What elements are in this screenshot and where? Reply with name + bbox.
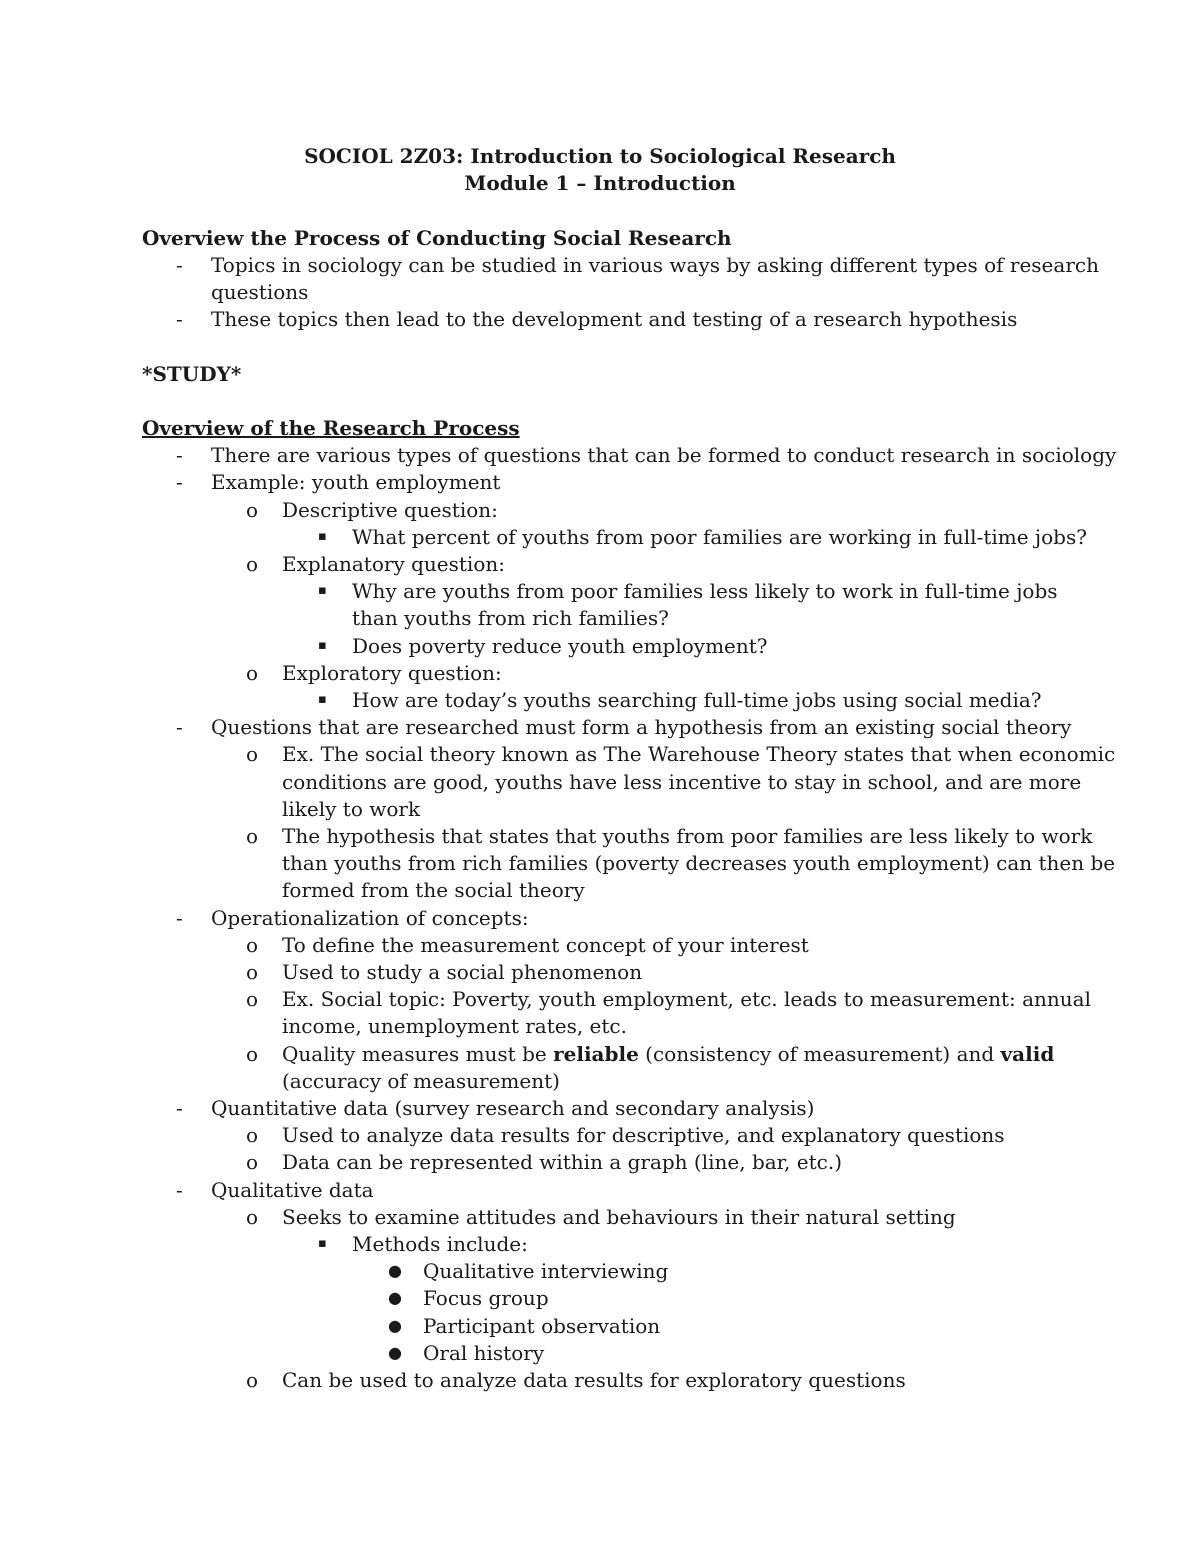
circle-marker: o bbox=[246, 932, 259, 957]
list-item-continuation bbox=[0, 1067, 1200, 1095]
list-item bbox=[0, 904, 1200, 932]
list-item-text: Example: youth employment bbox=[211, 470, 501, 495]
blank-line bbox=[0, 332, 1200, 360]
list-item-text: Methods include: bbox=[352, 1232, 528, 1256]
dash-marker: - bbox=[176, 1177, 183, 1202]
circle-marker: o bbox=[246, 552, 259, 576]
list-item-text: Exploratory question: bbox=[282, 660, 502, 685]
bullet-marker: ● bbox=[388, 1261, 402, 1281]
list-item-text: Operationalization of concepts: bbox=[211, 905, 529, 930]
list-item bbox=[0, 659, 1200, 687]
list-item-text: Qualitative interviewing bbox=[423, 1259, 669, 1284]
circle-marker: o bbox=[246, 660, 259, 685]
list-item-text: Explanatory question: bbox=[282, 552, 505, 576]
list-item-text: likely to work bbox=[282, 796, 421, 821]
list-item bbox=[0, 686, 1200, 714]
list-item-text: formed from the social theory bbox=[282, 878, 585, 903]
list-item-text bbox=[282, 1040, 1054, 1068]
dash-marker: - bbox=[176, 905, 183, 930]
list-item bbox=[0, 1366, 1200, 1394]
list-item bbox=[0, 1203, 1200, 1231]
list-item-text: How are today’s youths searching full-time jobs using social media? bbox=[352, 688, 1042, 712]
list-item bbox=[0, 1094, 1200, 1122]
square-marker: ▪ bbox=[318, 637, 327, 653]
circle-marker: o bbox=[246, 1123, 259, 1148]
list-item-text: The hypothesis that states that youths from poor families are less likely to work bbox=[282, 824, 1093, 848]
list-item bbox=[0, 1040, 1200, 1068]
dash-marker: - bbox=[176, 715, 183, 740]
list-item bbox=[0, 468, 1200, 496]
list-item bbox=[0, 1284, 1200, 1312]
list-item bbox=[0, 632, 1200, 660]
list-item-text: Can be used to analyze data results for exploratory questions bbox=[282, 1368, 906, 1392]
bold-term: reliable bbox=[553, 1041, 639, 1066]
list-item-continuation bbox=[0, 768, 1200, 796]
list-item bbox=[0, 985, 1200, 1013]
section-heading bbox=[0, 414, 1200, 442]
circle-marker: o bbox=[246, 824, 259, 848]
dash-marker: - bbox=[176, 443, 183, 468]
square-marker: ▪ bbox=[318, 528, 327, 544]
list-item bbox=[0, 496, 1200, 524]
square-marker: ▪ bbox=[318, 692, 327, 707]
list-item-text: Used to analyze data results for descriptive, and explanatory questions bbox=[282, 1123, 1005, 1148]
list-item bbox=[0, 441, 1200, 469]
list-item-text: (accuracy of measurement) bbox=[282, 1068, 560, 1093]
list-item bbox=[0, 1230, 1200, 1258]
list-item bbox=[0, 305, 1200, 333]
list-item bbox=[0, 1257, 1200, 1285]
list-item-continuation bbox=[0, 876, 1200, 904]
list-item-text: These topics then lead to the development and testing of a research hypothesis bbox=[211, 307, 1018, 332]
list-item-text: income, unemployment rates, etc. bbox=[282, 1014, 627, 1039]
bullet-marker: ● bbox=[388, 1288, 402, 1308]
document-subtitle: Module 1 – Introduction bbox=[464, 171, 736, 196]
list-item-text: Does poverty reduce youth employment? bbox=[352, 633, 768, 658]
section-heading-text: *STUDY* bbox=[142, 361, 242, 386]
dash-marker: - bbox=[176, 307, 183, 332]
list-item-text: than youths from rich families? bbox=[352, 606, 669, 631]
circle-marker: o bbox=[246, 742, 259, 767]
circle-marker: o bbox=[246, 497, 259, 522]
list-item-text: Seeks to examine attitudes and behaviours in their natural setting bbox=[282, 1204, 956, 1229]
list-item bbox=[0, 1121, 1200, 1149]
square-marker: ▪ bbox=[318, 1236, 327, 1251]
list-item-text: Focus group bbox=[423, 1286, 549, 1311]
list-item-text: There are various types of questions that can be formed to conduct research in sociology bbox=[211, 443, 1117, 468]
list-item-text: Data can be represented within a graph (line, bar, etc.) bbox=[282, 1150, 842, 1175]
list-item-continuation bbox=[0, 849, 1200, 877]
list-item-text: Questions that are researched must form a hypothesis from an existing social theory bbox=[211, 715, 1072, 740]
list-item-text: Used to study a social phenomenon bbox=[282, 960, 643, 984]
list-item-text: Topics in sociology can be studied in various ways by asking different types of research bbox=[211, 252, 1099, 277]
list-item bbox=[0, 958, 1200, 986]
circle-marker: o bbox=[246, 987, 259, 1012]
section-heading-text: Overview of the Research Process bbox=[142, 416, 520, 440]
bullet-marker: ● bbox=[388, 1342, 402, 1362]
dash-marker: - bbox=[176, 252, 183, 277]
list-item bbox=[0, 1148, 1200, 1176]
list-item bbox=[0, 1176, 1200, 1204]
text-run: (consistency of measurement) and bbox=[638, 1041, 1001, 1066]
list-item-continuation bbox=[0, 604, 1200, 632]
list-item-text: Quantitative data (survey research and secondary analysis) bbox=[211, 1096, 815, 1120]
bold-term: valid bbox=[1000, 1041, 1055, 1066]
list-item-text: Oral history bbox=[423, 1340, 545, 1365]
list-item-text: than youths from rich families (poverty decreases youth employment) can then be bbox=[282, 851, 1116, 876]
list-item bbox=[0, 251, 1200, 279]
list-item bbox=[0, 740, 1200, 768]
circle-marker: o bbox=[246, 1368, 259, 1392]
section-heading bbox=[0, 360, 1200, 388]
list-item-text: Participant observation bbox=[423, 1313, 661, 1338]
list-item-text: conditions are good, youths have less incentive to stay in school, and are more bbox=[282, 769, 1082, 794]
dash-marker: - bbox=[176, 1096, 183, 1120]
list-item-continuation bbox=[0, 1012, 1200, 1040]
bullet-marker: ● bbox=[388, 1315, 402, 1335]
blank-line bbox=[0, 196, 1200, 224]
circle-marker: o bbox=[246, 1041, 259, 1066]
dash-marker: - bbox=[176, 470, 183, 495]
text-run: Quality measures must be bbox=[282, 1041, 554, 1066]
list-item-text: Ex. Social topic: Poverty, youth employment, etc. leads to measurement: annual bbox=[282, 987, 1092, 1012]
square-marker: ▪ bbox=[318, 583, 327, 599]
section-heading bbox=[0, 224, 1200, 252]
list-item bbox=[0, 1339, 1200, 1367]
list-item bbox=[0, 523, 1200, 551]
list-item-text: Ex. The social theory known as The Warehouse Theory states that when economic bbox=[282, 742, 1116, 767]
circle-marker: o bbox=[246, 1204, 259, 1229]
list-item bbox=[0, 931, 1200, 959]
document-title: SOCIOL 2Z03: Introduction to Sociological Research bbox=[304, 144, 896, 168]
circle-marker: o bbox=[246, 960, 259, 984]
list-item-text: Descriptive question: bbox=[282, 497, 498, 522]
list-item-continuation bbox=[0, 278, 1200, 306]
list-item bbox=[0, 577, 1200, 605]
list-item bbox=[0, 550, 1200, 578]
list-item-continuation bbox=[0, 795, 1200, 823]
list-item-text: To define the measurement concept of your interest bbox=[282, 932, 809, 957]
section-heading-text: Overview the Process of Conducting Social Research bbox=[142, 225, 732, 250]
blank-line bbox=[0, 387, 1200, 415]
list-item-text: What percent of youths from poor families are working in full-time jobs? bbox=[352, 524, 1087, 549]
list-item-text: Why are youths from poor families less likely to work in full-time jobs bbox=[352, 579, 1058, 604]
circle-marker: o bbox=[246, 1150, 259, 1175]
list-item bbox=[0, 713, 1200, 741]
list-item bbox=[0, 822, 1200, 850]
list-item bbox=[0, 1312, 1200, 1340]
list-item-text: questions bbox=[211, 280, 309, 304]
list-item-text: Qualitative data bbox=[211, 1177, 374, 1202]
